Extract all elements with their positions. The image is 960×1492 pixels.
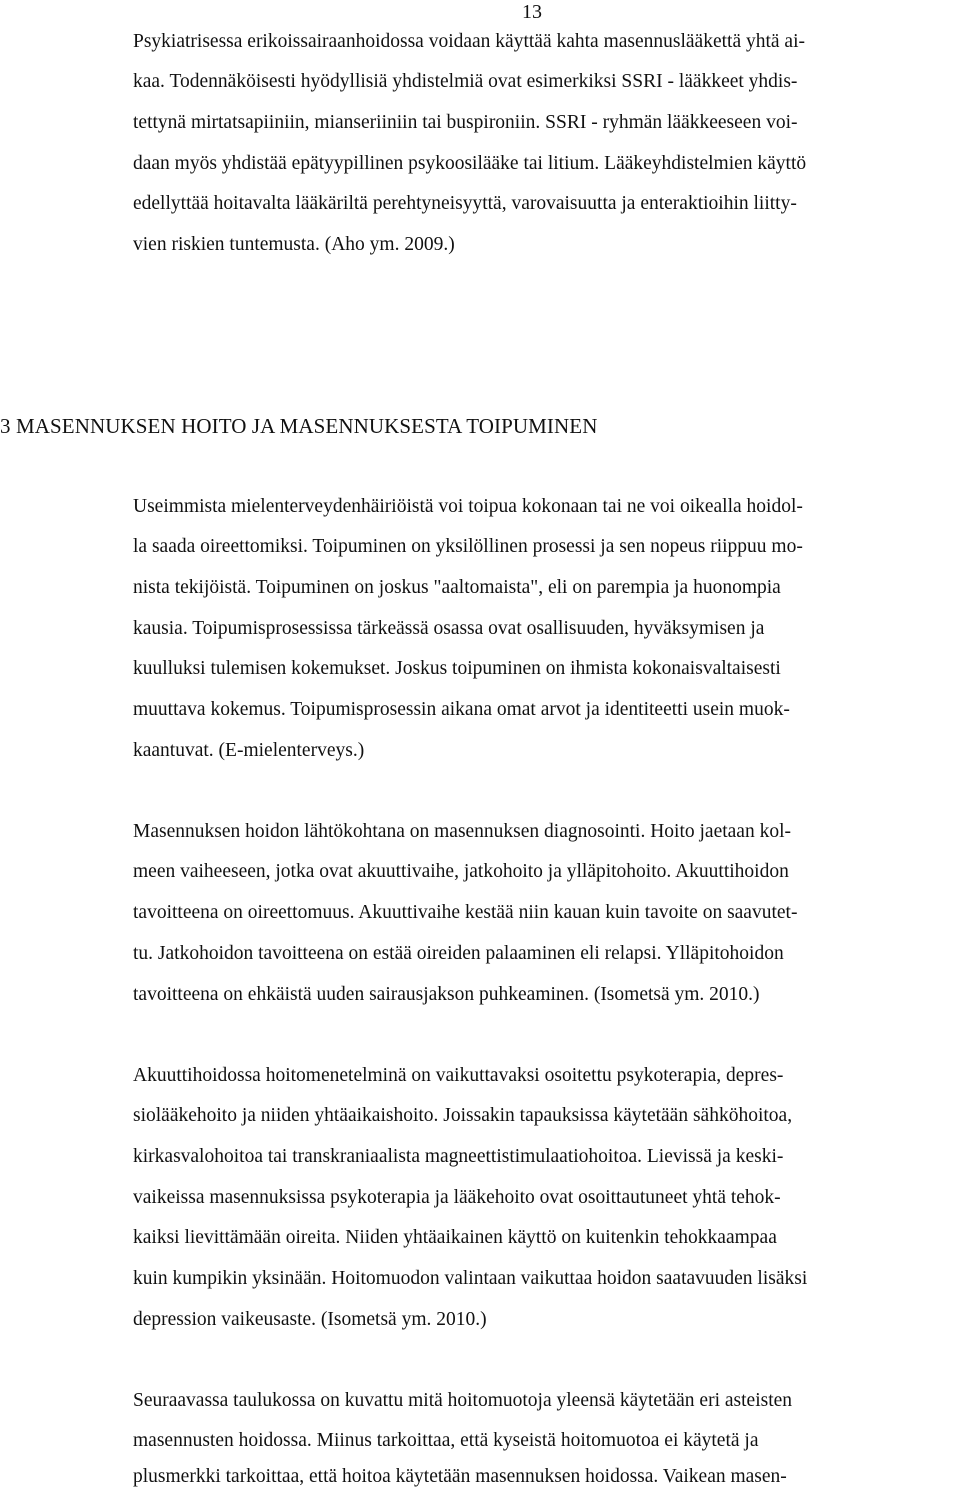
text-line: Psykiatrisessa erikoissairaanhoidossa voidaan käyttää kahta masennuslääkettä yhtä ai-: [133, 31, 805, 52]
text-line: tavoitteena on oireettomuus. Akuuttivaihe kestää niin kauan kuin tavoite on saavutet-: [133, 902, 798, 923]
text-line: tavoitteena on ehkäistä uuden sairausjakson puhkeaminen. (Isometsä ym. 2010.): [133, 984, 760, 1005]
text-line: daan myös yhdistää epätyypillinen psykoosilääke tai litium. Lääkeyhdistelmien käyttö: [133, 153, 807, 174]
text-line: Akuuttihoidossa hoitomenetelminä on vaikuttavaksi osoitettu psykoterapia, depres-: [133, 1065, 784, 1086]
text-line: Useimmista mielenterveydenhäiriöistä voi toipua kokonaan tai ne voi oikealla hoidol-: [133, 496, 803, 517]
text-line: tu. Jatkohoidon tavoitteena on estää oireiden palaaminen eli relapsi. Ylläpitohoidon: [133, 943, 784, 964]
text-line: edellyttää hoitavalta lääkäriltä perehtyneisyyttä, varovaisuutta ja enteraktioihin liitty-: [133, 193, 797, 214]
text-line: vien riskien tuntemusta. (Aho ym. 2009.): [133, 234, 455, 255]
text-line: kuin kumpikin yksinään. Hoitomuodon valintaan vaikuttaa hoidon saatavuuden lisäksi: [133, 1268, 808, 1289]
text-line: kaantuvat. (E-mielenterveys.): [133, 740, 365, 761]
text-line: masennusten hoidossa. Miinus tarkoittaa, että kyseistä hoitomuotoa ei käytetä ja: [133, 1430, 759, 1451]
text-line: la saada oireettomiksi. Toipuminen on yksilöllinen prosessi ja sen nopeus riippuu mo-: [133, 536, 803, 557]
text-line: depression vaikeusaste. (Isometsä ym. 2010.): [133, 1309, 487, 1330]
text-line: kirkasvalohoitoa tai transkraniaalista magneettistimulaatiohoitoa. Lievissä ja keski-: [133, 1146, 784, 1167]
text-line: kaiksi lievittämään oireita. Niiden yhtäaikainen käyttö on kuitenkin tehokkaampaa: [133, 1227, 777, 1248]
text-line: muuttava kokemus. Toipumisprosessin aikana omat arvot ja identiteetti usein muok-: [133, 699, 790, 720]
text-line: siolääkehoito ja niiden yhtäaikaishoito. Joissakin tapauksissa käytetään sähköhoitoa,: [133, 1105, 793, 1126]
text-line: meen vaiheeseen, jotka ovat akuuttivaihe, jatkohoito ja ylläpitohoito. Akuuttihoidon: [133, 861, 789, 882]
text-line: vaikeissa masennuksissa psykoterapia ja lääkehoito ovat osoittautuneet yhtä tehok-: [133, 1187, 781, 1208]
text-line: kuulluksi tulemisen kokemukset. Joskus toipuminen on ihmista kokonaisvaltaisesti: [133, 658, 781, 679]
section-heading: 3 MASENNUKSEN HOITO JA MASENNUKSESTA TOIPUMINEN: [0, 414, 598, 438]
text-line: Masennuksen hoidon lähtökohtana on masennuksen diagnosointi. Hoito jaetaan kol-: [133, 821, 792, 842]
text-line: nista tekijöistä. Toipuminen on joskus "aaltomaista", eli on parempia ja huonompia: [133, 577, 781, 598]
text-line: kaa. Todennäköisesti hyödyllisiä yhdistelmiä ovat esimerkiksi SSRI - lääkkeet yhdis-: [133, 71, 798, 92]
text-line: kausia. Toipumisprosessissa tärkeässä osassa ovat osallisuuden, hyväksymisen ja: [133, 618, 765, 639]
text-line: plusmerkki tarkoittaa, että hoitoa käytetään masennuksen hoidossa. Vaikean masen-: [133, 1466, 787, 1487]
text-line: Seuraavassa taulukossa on kuvattu mitä hoitomuotoja yleensä käytetään eri asteisten: [133, 1390, 793, 1411]
page-number: 13: [522, 1, 542, 23]
text-line: tettynä mirtatsapiiniin, mianseriiniin tai buspironiin. SSRI - ryhmän lääkkeeseen voi-: [133, 112, 798, 133]
